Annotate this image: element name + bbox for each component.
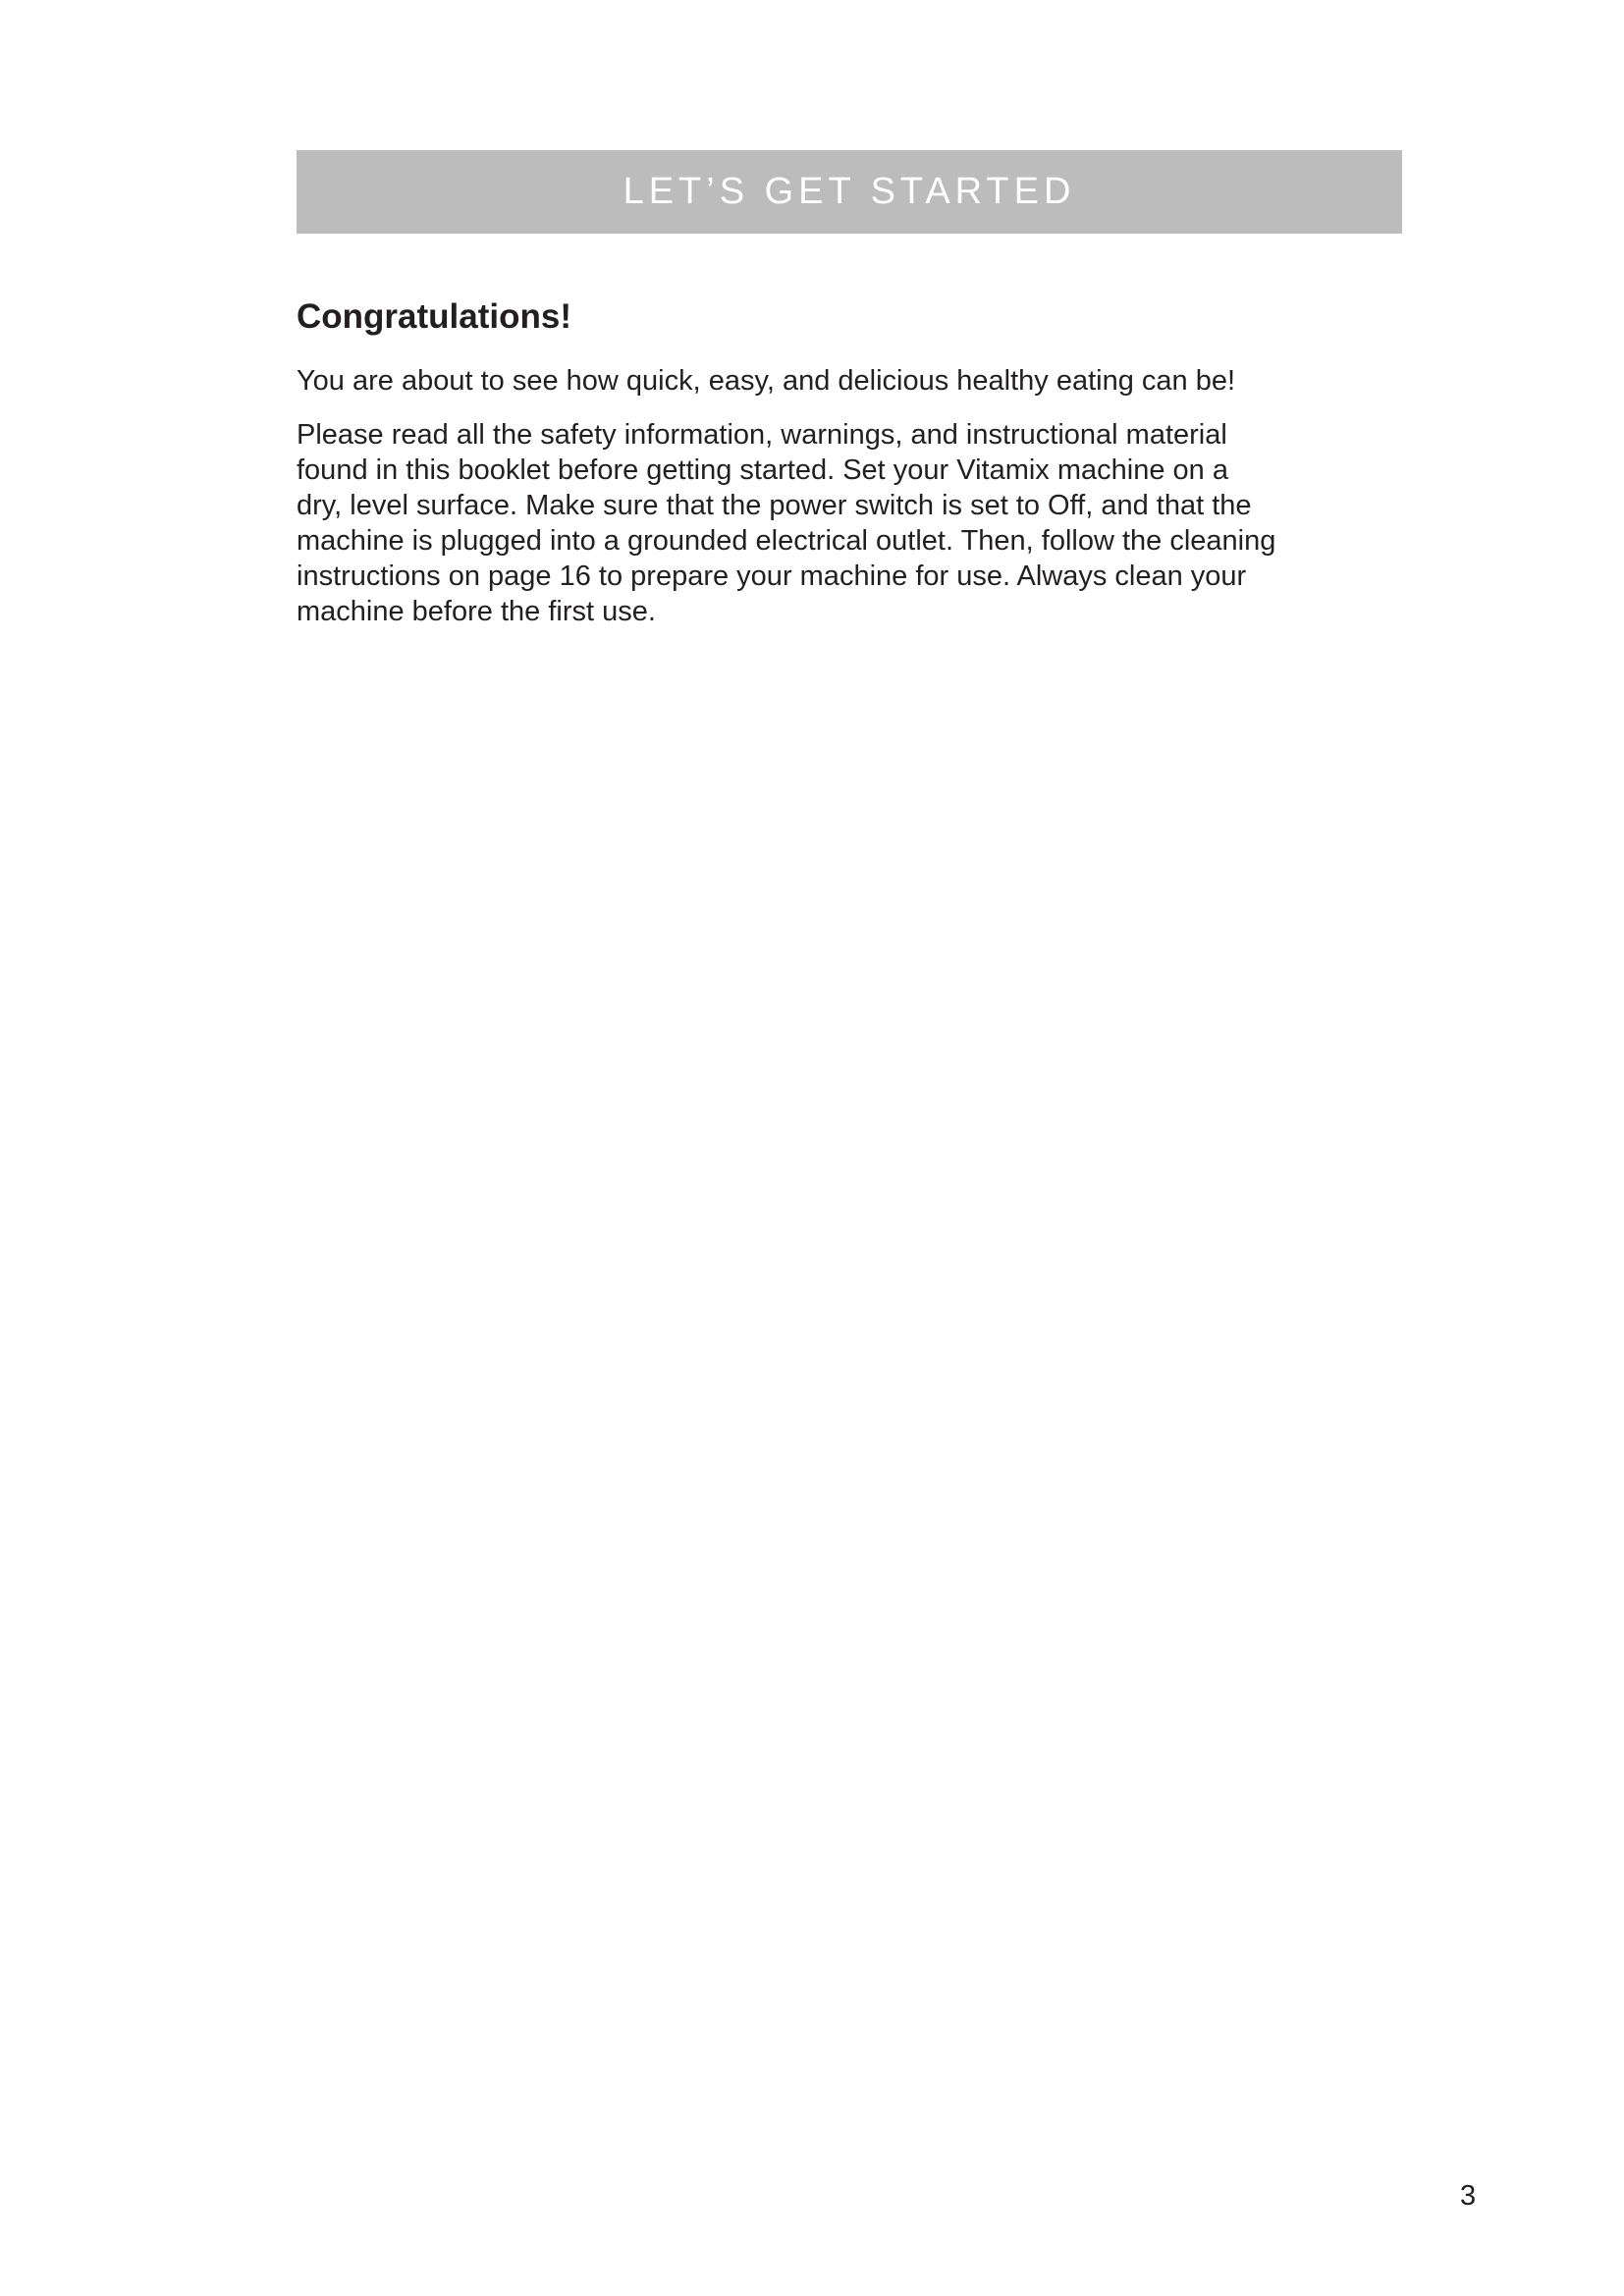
intro-paragraph: You are about to see how quick, easy, and delicious healthy eating can be!	[297, 365, 1236, 397]
paragraph-line: machine is plugged into a grounded electrical outlet. Then, follow the cleaning	[297, 525, 1276, 557]
paragraph-line: Please read all the safety information, warnings, and instructional material	[297, 419, 1227, 451]
section-title: LET’S GET STARTED	[623, 171, 1076, 212]
section-banner	[297, 150, 1402, 234]
page-heading: Congratulations!	[297, 297, 571, 336]
paragraph-line: machine before the first use.	[297, 596, 656, 627]
paragraph-line: found in this booklet before getting started. Set your Vitamix machine on a	[297, 454, 1228, 486]
instructions-paragraph	[297, 417, 1357, 629]
paragraph-line: instructions on page 16 to prepare your machine for use. Always clean your	[297, 561, 1247, 592]
page-number: 3	[1460, 2180, 1477, 2212]
paragraph-line: dry, level surface. Make sure that the power switch is set to Off, and that the	[297, 490, 1252, 521]
